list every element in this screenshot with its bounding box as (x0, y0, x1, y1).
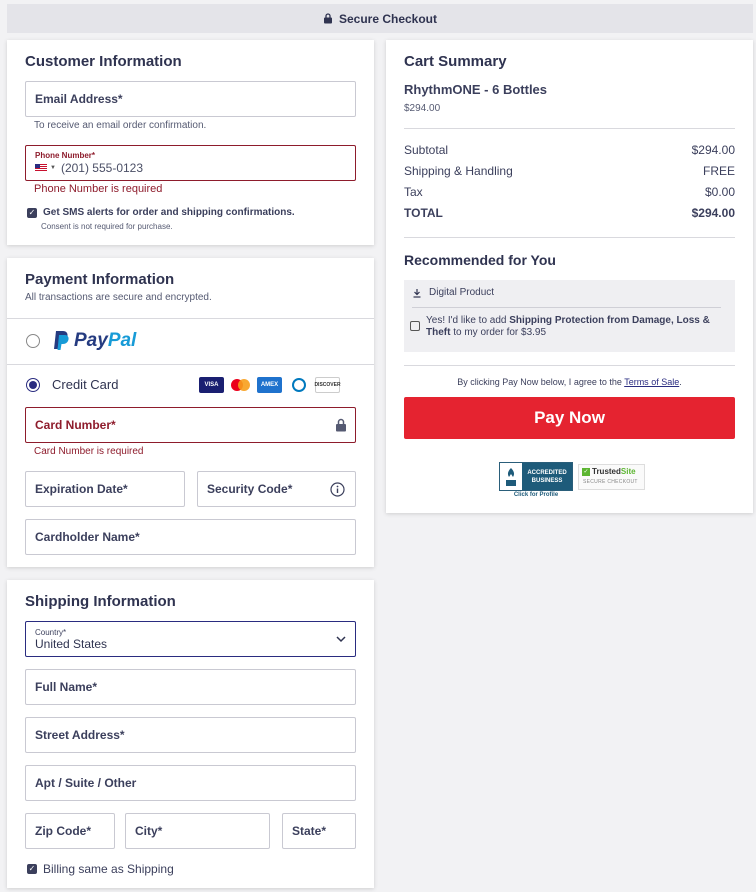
visa-icon: VISA (199, 377, 224, 393)
cart-divider-1 (404, 128, 735, 129)
shipping-label: Shipping & Handling (404, 164, 513, 178)
shipping-information-panel (7, 580, 374, 888)
apt-suite-label: Apt / Suite / Other (35, 776, 137, 790)
card-number-field[interactable] (25, 407, 356, 443)
phone-error: Phone Number is required (34, 183, 163, 195)
tax-label: Tax (404, 185, 423, 199)
protection-prefix: Yes! I'd like to add (426, 315, 510, 326)
cart-summary-panel (386, 40, 753, 513)
tax-value: $0.00 (704, 185, 735, 199)
email-hint: To receive an email order confirmation. (34, 120, 207, 131)
digital-product-row (412, 287, 494, 298)
expiration-date-label: Expiration Date* (35, 482, 128, 496)
card-number-label: Card Number* (35, 418, 116, 432)
cardholder-name-field[interactable] (25, 519, 356, 555)
trustedsite-badge[interactable] (578, 464, 645, 490)
terms-prefix: By clicking Pay Now below, I agree to the (457, 377, 625, 387)
trustedsite-a: Trusted (592, 467, 621, 476)
paypal-pay-text: Pay (74, 330, 108, 351)
email-label: Email Address* (35, 92, 123, 106)
lock-icon (323, 13, 333, 24)
country-label: Country* (35, 627, 67, 637)
sms-consent: Consent is not required for purchase. (41, 222, 173, 231)
recommended-divider (412, 307, 721, 308)
sms-checkbox-row[interactable] (27, 207, 295, 218)
credit-card-option[interactable] (26, 377, 118, 392)
trustedsite-sub: SECURE CHECKOUT (583, 479, 638, 485)
subtotal-row (404, 143, 735, 157)
shipping-protection-row[interactable] (410, 315, 728, 339)
trustedsite-b: Site (620, 467, 636, 476)
recommended-box (404, 280, 735, 352)
shipping-row (404, 164, 735, 178)
full-name-label: Full Name* (35, 680, 98, 694)
discover-icon: DISCOVER (315, 377, 340, 393)
bbb-accredited-block (522, 463, 572, 490)
tax-row (404, 185, 735, 199)
street-address-field[interactable] (25, 717, 356, 753)
product-name: RhythmONE - 6 Bottles (404, 82, 548, 97)
info-icon[interactable] (330, 482, 345, 497)
product-price: $294.00 (404, 103, 441, 114)
pay-now-button[interactable]: Pay Now (404, 397, 735, 439)
protection-bold: Shipping Protection from Damage, Loss & Theft (426, 315, 710, 338)
billing-same-row[interactable] (27, 862, 174, 876)
paypal-wordmark (74, 330, 136, 352)
apt-suite-field[interactable] (25, 765, 356, 801)
chevron-down-icon (336, 636, 346, 643)
billing-same-label: Billing same as Shipping (43, 862, 174, 876)
terms-text (404, 377, 735, 387)
shipping-protection-text (426, 315, 728, 339)
shipping-information-title: Shipping Information (25, 593, 176, 610)
country-select[interactable] (25, 621, 356, 657)
recommended-title: Recommended for You (404, 252, 556, 268)
billing-same-checkbox[interactable] (27, 864, 37, 874)
terms-suffix: . (679, 377, 682, 387)
cardholder-name-label: Cardholder Name* (35, 530, 140, 544)
shipping-protection-checkbox[interactable] (410, 321, 420, 331)
paypal-option[interactable] (26, 330, 136, 352)
full-name-field[interactable] (25, 669, 356, 705)
lock-icon (335, 418, 347, 432)
flag-dropdown-icon: ▼ (50, 165, 56, 171)
trustedsite-check-icon: ✓ (583, 469, 589, 475)
total-row (404, 206, 735, 220)
city-field[interactable] (125, 813, 270, 849)
bbb-line1: ACCREDITED (527, 469, 567, 476)
cart-divider-2 (404, 237, 735, 238)
shipping-value: FREE (702, 164, 735, 178)
sms-label: Get SMS alerts for order and shipping confirmations. (43, 207, 295, 218)
diners-icon (286, 377, 311, 393)
check-icon: ✓ (28, 207, 36, 217)
security-code-label: Security Code* (207, 482, 293, 496)
trustedsite-wordmark (592, 467, 636, 476)
payment-divider-mid (7, 364, 374, 365)
payment-subtitle: All transactions are secure and encrypted. (25, 292, 212, 303)
payment-information-title: Payment Information (25, 271, 175, 288)
total-label: TOTAL (404, 206, 443, 220)
cart-summary-title: Cart Summary (404, 53, 507, 70)
credit-card-radio[interactable] (26, 378, 40, 392)
card-brand-icons (199, 377, 340, 393)
download-icon (412, 288, 422, 298)
subtotal-label: Subtotal (404, 143, 449, 157)
cart-divider-3 (404, 365, 735, 366)
bbb-click-text: Click for Profile (513, 492, 559, 498)
secure-checkout-bar (7, 4, 753, 33)
amex-icon: AMEX (257, 377, 282, 393)
payment-divider-top (7, 318, 374, 319)
zip-code-field[interactable] (25, 813, 115, 849)
credit-card-label: Credit Card (52, 377, 119, 392)
payment-information-panel (7, 258, 374, 567)
terms-of-sale-link[interactable]: Terms of Sale (624, 377, 680, 387)
check-icon: ✓ (28, 864, 36, 873)
protection-suffix: to my order for $3.95 (450, 327, 547, 338)
paypal-pal-text: Pal (107, 330, 137, 351)
customer-information-panel (7, 40, 374, 245)
customer-information-title: Customer Information (25, 53, 182, 70)
bbb-line2: BUSINESS (531, 477, 563, 484)
bbb-badge[interactable] (499, 462, 573, 500)
paypal-logo-icon (52, 330, 70, 352)
street-address-label: Street Address* (35, 728, 125, 742)
city-label: City* (135, 824, 163, 838)
card-number-error: Card Number is required (34, 446, 144, 457)
mastercard-icon (228, 377, 253, 393)
sms-checkbox[interactable] (27, 208, 37, 218)
subtotal-value: $294.00 (691, 143, 735, 157)
email-field[interactable] (25, 81, 356, 117)
total-value: $294.00 (691, 206, 735, 220)
country-value: United States (35, 636, 108, 651)
bbb-torch-icon (500, 463, 522, 490)
expiration-date-field[interactable] (25, 471, 185, 507)
paypal-radio[interactable] (26, 334, 40, 348)
security-code-field[interactable] (197, 471, 356, 507)
state-field[interactable] (282, 813, 356, 849)
phone-placeholder: (201) 555-0123 (60, 161, 144, 175)
phone-label: Phone Number* (35, 151, 96, 160)
us-flag-icon[interactable] (35, 164, 47, 172)
secure-checkout-title: Secure Checkout (338, 11, 438, 26)
zip-code-label: Zip Code* (35, 824, 91, 838)
state-label: State* (292, 824, 327, 838)
phone-field[interactable] (25, 145, 356, 181)
digital-product-label: Digital Product (429, 287, 495, 298)
